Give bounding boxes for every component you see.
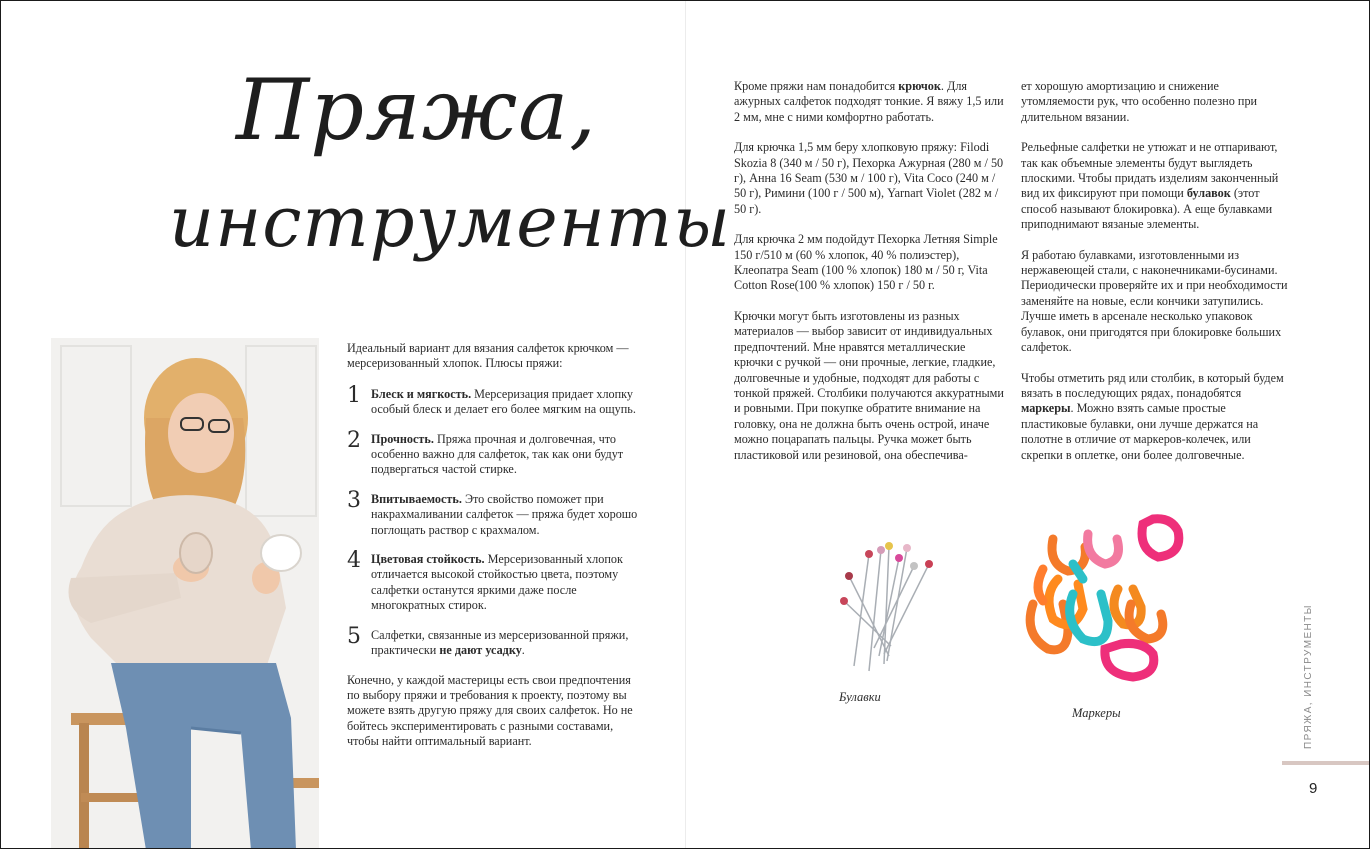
list-item bbox=[347, 427, 639, 478]
yarn-2mm-paragraph: Для крючка 2 мм подойдут Пехорка Летняя Simple 150 г/510 м (60 % хлопок, 40 % полиэстер), Клеопатра Seam (100 % хлопок) 180 м / 50 г, Vita Cotton Rose(100 % хлопок) 150 г / 50 г. bbox=[734, 232, 998, 293]
markers-text-end: . Можно взять самые простые пластиковые булавки, они лучше держатся на полотне в отличие от маркеров-колечек, или скрепки в оплетке, они более долговечные. bbox=[1021, 401, 1259, 462]
pins-caption: Булавки bbox=[839, 690, 881, 704]
list-item-title: Цветовая стойкость. bbox=[371, 552, 485, 567]
list-number: 2 bbox=[347, 427, 361, 453]
list-item-text: Это свойство поможет при накрахмаливании салфеток — пряжа будет хорошо поглощать раствор с крахмалом. bbox=[371, 491, 638, 537]
list-item bbox=[347, 487, 639, 538]
page-gutter bbox=[685, 1, 686, 848]
list-item-title: Прочность. bbox=[371, 431, 434, 446]
outro-paragraph: Конечно, у каждой мастерицы есть свои предпочтения по выбору пряжи и требования к проекту, поэтому вы можете взять другую пряжу для своих салфеток. Но не бойтесь экспериментировать с разными составами, чтобы найти оптимальный вариант. bbox=[347, 672, 633, 749]
markers-paragraph bbox=[1021, 371, 1291, 463]
title-line-2: инструменты bbox=[169, 181, 732, 263]
list-item-text-end: . bbox=[521, 643, 525, 658]
list-item-text: Мерсеризация придает хлопку особый блеск и делает его более мягким на ощупь. bbox=[371, 386, 636, 417]
side-running-head bbox=[1299, 604, 1323, 751]
intro-paragraph: Идеальный вариант для вязания салфеток крючком — мерсеризованный хлопок. Плюсы пряжи: bbox=[347, 341, 629, 371]
markers-emphasis: маркеры bbox=[1021, 401, 1071, 416]
author-photo bbox=[51, 338, 319, 849]
hook-emphasis: крючок bbox=[898, 79, 941, 93]
side-label: ПРЯЖА, ИНСТРУМЕНТЫ bbox=[1303, 604, 1314, 749]
pins-illustration bbox=[829, 536, 944, 676]
list-item-emphasis: не дают усадку bbox=[439, 643, 522, 658]
markers-text: Чтобы отметить ряд или столбик, в который будем вязать в последующих рядах, понадобятся bbox=[1021, 370, 1284, 400]
page-rule bbox=[1282, 761, 1369, 765]
hook-text-end: . Для ажурных салфеток подходят тонкие. Я вяжу 1,5 или 2 мм, мне с ними комфортно работать. bbox=[734, 79, 1004, 124]
list-item-title: Блеск и мягкость. bbox=[371, 386, 472, 401]
yarn-15mm-paragraph: Для крючка 1,5 мм беру хлопковую пряжу: Filodi Skozia 8 (340 м / 50 г), Пехорка Ажурная (280 м / 50 г), Анна 16 Seam (530 м / 100 г), Vita Coco (240 м / 50 г), Римини (100 г / 500 м), Yarnart Violet (282 м / 50 г). bbox=[734, 140, 1004, 216]
hook-paragraph bbox=[734, 79, 1004, 125]
page-number: 9 bbox=[1309, 780, 1318, 797]
pins-paragraph bbox=[1021, 140, 1291, 232]
pins-emphasis: булавок bbox=[1186, 186, 1231, 201]
list-item bbox=[347, 548, 639, 614]
list-number: 5 bbox=[347, 623, 361, 649]
list-number: 4 bbox=[347, 548, 361, 574]
list-item-text: Пряжа прочная и долговечная, что особенно важно для салфеток, так как они будут подвергаться частой стирке. bbox=[371, 431, 624, 477]
right-text-column bbox=[1021, 79, 1291, 478]
middle-text-column bbox=[734, 79, 1004, 478]
list-item-text: Мерсеризованный хлопок отличается высокой стойкостью цвета, поэтому салфетки останутся яркими даже после многократных стирок. bbox=[371, 552, 623, 613]
list-item bbox=[347, 623, 639, 659]
title-line-1: Пряжа, bbox=[236, 61, 597, 159]
markers-illustration bbox=[1013, 509, 1188, 689]
pins-text: Рельефные салфетки не утюжат и не отпаривают, так как объемные элементы будут выглядеть плоскими. Чтобы придать изделиям законченный вид их фиксируют при помощи bbox=[1021, 140, 1279, 201]
list-number: 1 bbox=[347, 382, 361, 408]
hook-text: Кроме пряжи нам понадобится bbox=[734, 79, 899, 93]
list-item bbox=[347, 382, 639, 418]
author-photo-illustration bbox=[51, 338, 319, 849]
list-number: 3 bbox=[347, 487, 361, 513]
continuation-paragraph: ет хорошую амортизацию и снижение утомляемости рук, что особенно полезно при длительном вязании. bbox=[1021, 79, 1258, 124]
steel-pins-paragraph: Я работаю булавками, изготовленными из нержавеющей стали, с наконечниками-бусинами. Периодически проверяйте их и при необходимости заменяйте на новые, если кончики затупились. Лучше иметь в арсенале несколько упаковок булавок, они пригодятся при блокировке больших салфеток. bbox=[1021, 247, 1288, 355]
markers-caption: Маркеры bbox=[1072, 706, 1121, 720]
pins-text-end: (этот способ называют блокировка). А еще булавками приподнимают вязаные элементы. bbox=[1021, 186, 1273, 232]
list-item-text: Салфетки, связанные из мерсеризованной пряжи, практически bbox=[371, 627, 629, 658]
list-item-title: Впитываемость. bbox=[371, 491, 462, 506]
left-text-column bbox=[347, 341, 639, 765]
hook-material-paragraph: Крючки могут быть изготовлены из разных материалов — выбор зависит от индивидуальных предпочтений. Мне нравятся металлические крючки с ручкой — они прочные, легкие, гладкие, долговечные и удобные, подходят для работы с тонкой пряжей. Столбики получаются аккуратными и ровными. При покупке обратите внимание на головку, она не должна быть очень острой, иначе можно поцарапать пальцы. Ручка может быть пластиковой или резиновой, она обеспечива- bbox=[734, 308, 1004, 462]
